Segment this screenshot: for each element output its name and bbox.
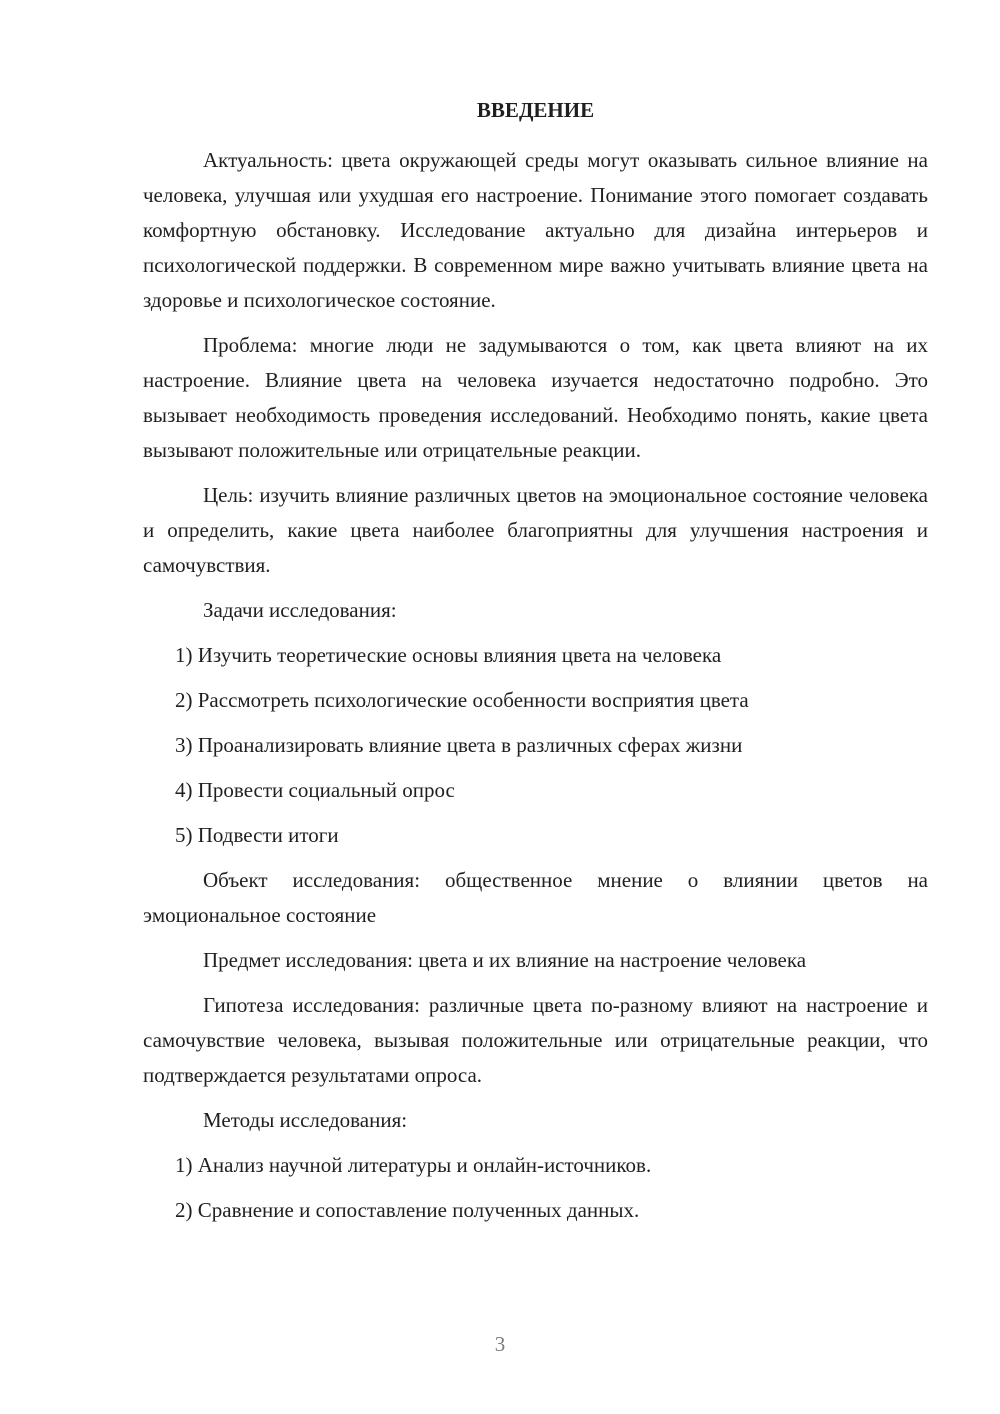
list-item: 4) Провести социальный опрос (175, 778, 455, 802)
list-item: 5) Подвести итоги (175, 823, 339, 847)
tasks-heading: Задачи исследования: (203, 598, 397, 622)
goal-paragraph: Цель: изучить влияние различных цветов на эмоциональное состояние человека и определить, какие цвета наиболее благоприятны для улучшения настроения и самочувствия. (143, 483, 928, 577)
list-item: 3) Проанализировать влияние цвета в различных сферах жизни (175, 733, 743, 757)
list-item: 1) Изучить теоретические основы влияния цвета на человека (175, 643, 722, 667)
subject-paragraph: Предмет исследования: цвета и их влияние на настроение человека (203, 948, 807, 972)
list-item: 2) Сравнение и сопоставление полученных данных. (175, 1198, 640, 1222)
page-number: 3 (494, 1332, 506, 1356)
page-title: ВВЕДЕНИЕ (476, 98, 595, 122)
list-item: 1) Анализ научной литературы и онлайн-источников. (175, 1153, 652, 1177)
methods-list (143, 1148, 928, 1228)
list-item: 2) Рассмотреть психологические особенности восприятия цвета (175, 688, 749, 712)
document-page (143, 96, 928, 1238)
methods-heading: Методы исследования: (203, 1108, 408, 1132)
tasks-list (143, 638, 928, 853)
relevance-paragraph: Актуальность: цвета окружающей среды могут оказывать сильное влияние на человека, улучшая или ухудшая его настроение. Понимание этого помогает создавать комфортную обстановку. Исследование актуально для дизайна интерьеров и психологической поддержки. В современном мире важно учитывать влияние цвета на здоровье и психологическое состояние. (143, 148, 928, 312)
problem-paragraph: Проблема: многие люди не задумываются о том, как цвета влияют на их настроение. Влияние цвета на человека изучается недостаточно подробно. Это вызывает необходимость проведения исследований. Необходимо понять, какие цвета вызывают положительные или отрицательные реакции. (143, 333, 928, 462)
hypothesis-paragraph: Гипотеза исследования: различные цвета по-разному влияют на настроение и самочувствие человека, вызывая положительные или отрицательные реакции, что подтверждается результатами опроса. (143, 993, 928, 1087)
object-paragraph: Объект исследования: общественное мнение о влиянии цветов на эмоциональное состояние (143, 868, 928, 927)
